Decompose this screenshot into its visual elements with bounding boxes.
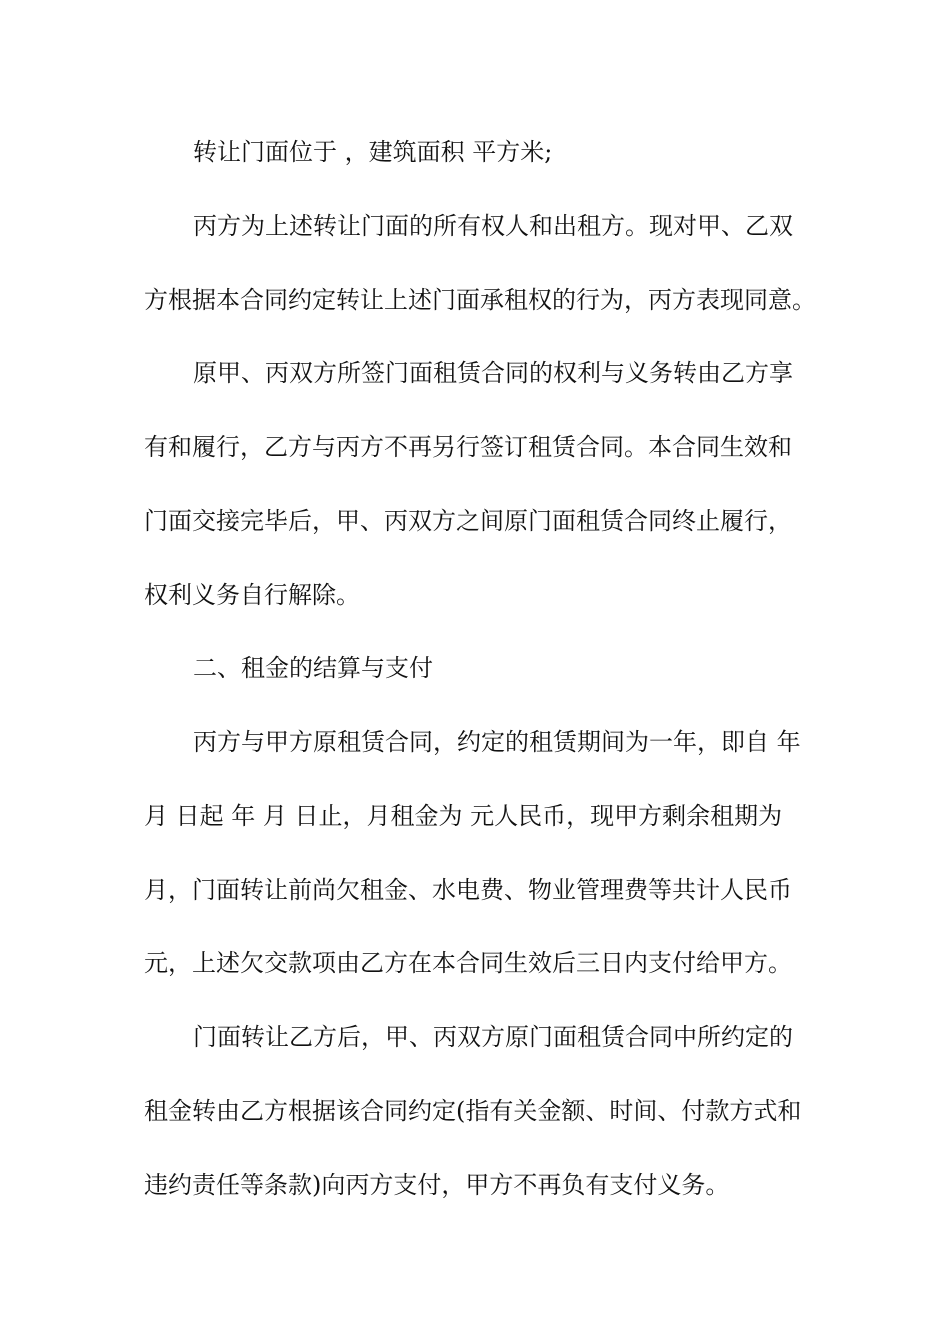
paragraph-line: 原甲、丙双方所签门面租赁合同的权利与义务转由乙方享: [193, 359, 793, 387]
paragraph-line: 转让门面位于 ，建筑面积 平方米;: [193, 138, 553, 166]
paragraph-line: 月，门面转让前尚欠租金、水电费、物业管理费等共计人民币: [144, 876, 792, 904]
paragraph-line: 元，上述欠交款项由乙方在本合同生效后三日内支付给甲方。: [144, 949, 792, 977]
section-heading: 二、租金的结算与支付: [193, 654, 433, 682]
paragraph-line: 租金转由乙方根据该合同约定(指有关金额、时间、付款方式和: [144, 1097, 802, 1125]
paragraph-line: 门面交接完毕后，甲、丙双方之间原门面租赁合同终止履行，: [144, 507, 792, 535]
paragraph-line: 丙方为上述转让门面的所有权人和出租方。现对甲、乙双: [193, 212, 793, 240]
paragraph-line: 丙方与甲方原租赁合同，约定的租赁期间为一年，即自 年: [193, 728, 801, 756]
paragraph-line: 月 日起 年 月 日止，月租金为 元人民币，现甲方剩余租期为: [144, 802, 783, 830]
paragraph-line: 有和履行，乙方与丙方不再另行签订租赁合同。本合同生效和: [144, 433, 792, 461]
paragraph-line: 权利义务自行解除。: [144, 581, 360, 609]
paragraph-line: 违约责任等条款)向丙方支付，甲方不再负有支付义务。: [144, 1171, 730, 1199]
paragraph-line: 门面转让乙方后，甲、丙双方原门面租赁合同中所约定的: [193, 1023, 793, 1051]
paragraph-line: 方根据本合同约定转让上述门面承租权的行为，丙方表现同意。: [144, 286, 816, 314]
